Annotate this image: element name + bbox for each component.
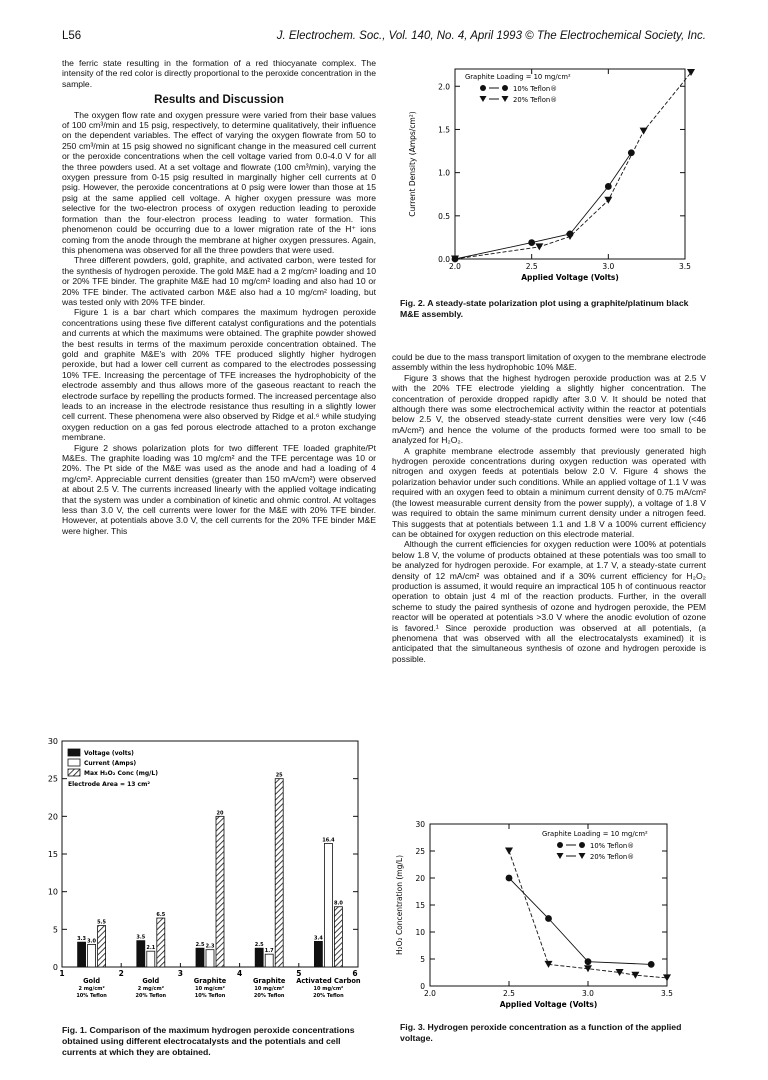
- legend-marker: [579, 853, 586, 859]
- legend-label: Current (Amps): [84, 760, 137, 767]
- y-tick-label: 10: [47, 887, 58, 897]
- paragraph: A graphite membrane electrode assembly that previously generated high hydrogen peroxide concentrations during oxygen reduction was operated with nitrogen and oxygen feeds at potentials below 2.0 V. Figure 4 shows the polarization behavior under such conditions. While an applied voltage of 1.1 V was required with an oxygen feed to obtain a minimum current density of 0.75 mA/cm² (the lowest measurable current density from the power supply), a voltage of 1.8 V was required to obtain the same minimum current density under a nitrogen feed. This suggests that at potentials between 1.1 and 1.8 V a 100% current efficiency can be obtained for oxygen reduction on this electrode material.: [392, 445, 706, 539]
- section-heading: Results and Discussion: [154, 94, 284, 107]
- bar-data-label: 3.5: [136, 934, 146, 941]
- category-binder: 10% Teflon: [194, 993, 226, 999]
- bar: [324, 843, 332, 967]
- bar: [334, 907, 342, 967]
- legend-swatch: [68, 749, 80, 756]
- legend-marker: [557, 853, 564, 859]
- data-point: [535, 243, 543, 250]
- legend-marker: [579, 842, 585, 848]
- category-label: [76, 977, 107, 999]
- right-column: [392, 352, 706, 664]
- x-tick-label: 1: [59, 969, 65, 978]
- y-tick-label: 30: [415, 820, 425, 829]
- bar-data-label: 6.5: [156, 912, 166, 919]
- legend-title: Graphite Loading = 10 mg/cm²: [542, 830, 648, 838]
- y-axis-label: H₂O₂ Concentration (mg/L): [395, 854, 404, 956]
- data-point: [506, 875, 513, 882]
- x-axis-label: Applied Voltage (Volts): [499, 1000, 598, 1009]
- category-binder: 20% Teflon: [313, 993, 344, 999]
- y-tick-label: 30: [47, 737, 58, 746]
- left-column: [62, 58, 376, 536]
- x-tick-label: 3.0: [602, 262, 615, 271]
- x-tick-label: 2.5: [525, 262, 538, 271]
- figure-3-line-chart: [392, 818, 702, 1018]
- y-tick-label: 0.5: [438, 211, 450, 221]
- legend-label: Voltage (volts): [84, 750, 134, 757]
- series-line: [509, 878, 651, 964]
- series-line: [455, 153, 631, 259]
- y-tick-label: 25: [415, 847, 425, 856]
- paragraph: Figure 1 is a bar chart which compares the maximum hydrogen peroxide concentrations using these five different catalyst configurations and the potentials and currents at which the maximums were obtained. The graphite powder showed the best results in terms of the maximum peroxide concentration obtained. The gold and graphite M&E's with 20% TFE produced slightly higher hydrogen peroxide, but had a lower cell current as compared to the electrodes possessing 10% TFE. Increasing the percentage of TFE increases the hydrophobicity of the electrode assembly and thus allows more of the gaseous reactant to reach the electrode surface by repelling the products formed. The increased percentage also leads to an increase in the electrode resistance thus resulting in a slightly lower cell current. These phenomena were also observed by Ridge et al.⁶ while studying oxygen reduction on a gas fed porous electrode attached to a proton exchange membrane.: [62, 307, 376, 443]
- bar-data-label: 3.4: [313, 935, 323, 942]
- bar: [147, 951, 155, 967]
- data-point: [628, 149, 635, 156]
- data-point: [604, 197, 612, 204]
- category-name: Graphite: [193, 977, 227, 985]
- category-name: Activated Carbon: [296, 977, 361, 985]
- bar: [157, 918, 165, 967]
- x-tick-label: 2.0: [424, 989, 436, 998]
- data-point: [640, 128, 648, 135]
- category-name: Graphite: [252, 977, 286, 985]
- legend-swatch: [68, 769, 80, 776]
- legend-note: Electrode Area = 13 cm²: [68, 781, 150, 788]
- data-point: [566, 233, 574, 240]
- category-label: [136, 977, 167, 999]
- data-point: [585, 958, 592, 965]
- data-point: [545, 915, 552, 922]
- series-line: [455, 73, 691, 260]
- bar-data-label: 20: [216, 810, 224, 817]
- y-tick-label: 0: [420, 982, 425, 991]
- legend-label: 10% Teflon®: [513, 85, 557, 93]
- bar-data-label: 1.7: [264, 948, 274, 955]
- bar: [216, 816, 224, 967]
- data-point: [648, 961, 655, 968]
- paragraph: The oxygen flow rate and oxygen pressure were varied from their base values of 100 cm³/min and 15 psig, respectively, to determine qualitatively, their influence on the dependent variables. The effect of varying the oxygen flowrate from 50 to 250 cm³/min at 15 psig showed no significant change in the measured cell current or the peroxide concentrations when the cell voltage varied from 0.0-4.0 V for all the three powders used. At a set voltage and flowrate (100 cm³/min), varying the oxygen pressure from 0-15 psig resulted in marginally higher cell currents at 0 psig. However, the peroxide concentrations at 0 psig were lower than those at 15 psig at the same applied cell voltage. A higher oxygen pressure was more selective for the two-electron process of oxygen reduction leading to peroxide formation than the four-electron process leading to water formation. This phenomenon could be occurring due to a lower migration rate of the H⁺ ions coming from the anode through the membrane at higher oxygen pressures. Again, this phenomena was observed for all the three powders that were used.: [62, 109, 376, 255]
- legend-label: Max H₂O₂ Conc (mg/L): [84, 770, 158, 777]
- legend-marker: [502, 85, 508, 91]
- x-tick-label: 2.5: [503, 989, 515, 998]
- legend-marker: [557, 842, 563, 848]
- legend-marker: [480, 96, 487, 102]
- data-point: [687, 69, 695, 76]
- data-point: [528, 239, 535, 246]
- y-tick-label: 5: [420, 955, 425, 964]
- x-tick-label: 3: [177, 969, 184, 978]
- legend-title: Graphite Loading = 10 mg/cm²: [465, 73, 571, 81]
- legend-label: 10% Teflon®: [590, 842, 634, 850]
- data-point: [605, 183, 612, 190]
- figure-1-caption: Fig. 1. Comparison of the maximum hydrogen peroxide concentrations obtained using different electrocatalysts and the potentials and cell currents at which they are obtained.: [62, 1025, 355, 1057]
- bar: [265, 954, 273, 967]
- figure-2-caption: Fig. 2. A steady-state polarization plot using a graphite/platinum black M&E assembly.: [400, 298, 689, 319]
- paragraph: Although the current efficiencies for oxygen reduction were 100% at potentials below 1.8 V, the volume of products obtained at these potentials was too small to be analyzed for hydrogen peroxide. For example, at 1.7 V, a steady-state current density of 12 mA/cm² was obtained and if a 30% current efficiency for H₂O₂ production is assumed, it would require an impractical 105 h of continuous reactor operation to obtain just 4 ml of the reaction products. Further, in the overall scheme to study the paired synthesis of ozone and hydrogen peroxide, the PEM reactor will be operated at potentials >3.0 V where the anodic evolution of ozone is favored.¹ Since peroxide production was observed at all potentials, (a phenomena that was observed with all the electrocatalysts examined) it is anticipated that the simultaneous synthesis of ozone and hydrogen peroxide is possible.: [392, 539, 706, 664]
- legend-marker: [502, 96, 509, 102]
- category-loading: 10 mg/cm²: [254, 986, 285, 992]
- legend-marker: [480, 85, 486, 91]
- bar-data-label: 25: [275, 772, 283, 779]
- bar-data-label: 3.0: [87, 938, 97, 945]
- bar: [88, 944, 96, 967]
- category-label: [194, 977, 227, 999]
- y-tick-label: 0.0: [438, 255, 450, 264]
- x-tick-label: 6: [352, 969, 358, 978]
- paragraph: could be due to the mass transport limitation of oxygen to the membrane electrode assembly within the less hydrophobic 10% M&E.: [392, 352, 706, 373]
- category-label: [296, 977, 361, 999]
- category-label: [253, 977, 286, 999]
- category-binder: 20% Teflon: [253, 993, 285, 999]
- x-tick-label: 2: [118, 969, 124, 978]
- x-axis-label: Applied Voltage (Volts): [521, 273, 619, 282]
- x-tick-label: 3.5: [661, 989, 673, 998]
- y-tick-label: 20: [415, 874, 425, 883]
- x-tick-label: 5: [296, 969, 302, 978]
- bar: [314, 941, 322, 967]
- category-name: Gold: [83, 977, 101, 985]
- bar: [196, 948, 204, 967]
- x-tick-label: 4: [236, 969, 243, 978]
- x-tick-label: 2.0: [449, 262, 461, 271]
- bar-data-label: 5.5: [97, 919, 107, 926]
- bar-data-label: 2.5: [254, 942, 264, 949]
- y-tick-label: 2.0: [438, 82, 450, 92]
- x-tick-label: 3.0: [582, 989, 594, 998]
- y-tick-label: 10: [415, 928, 425, 937]
- category-binder: 10% Teflon: [76, 993, 107, 999]
- category-loading: 2 mg/cm²: [137, 986, 164, 992]
- bar-data-label: 2.1: [146, 945, 156, 952]
- bar: [137, 941, 145, 967]
- bar-data-label: 16.4: [322, 837, 335, 844]
- figure-2-line-chart: [400, 55, 700, 300]
- y-tick-label: 15: [415, 901, 425, 910]
- bar: [78, 942, 86, 967]
- y-tick-label: 0: [52, 963, 58, 972]
- paragraph: Three different powders, gold, graphite, and activated carbon, were tested for the synthesis of hydrogen peroxide. The gold M&E had a 2 mg/cm² loading and 10 or 20% TFE binder. The graphite M&E had 10 mg/cm² loading and also had 10 or 20% TFE binder. The activated carbon M&E also had a 10 mg/cm² loading, but was tested only with 20% TFE binder.: [62, 255, 376, 307]
- paragraph: the ferric state resulting in the formation of a red thiocyanate complex. The intensity of the red color is directly proportional to the peroxide concentration in the sample.: [62, 58, 376, 89]
- bar: [275, 779, 283, 967]
- category-binder: 20% Teflon: [135, 993, 167, 999]
- category-loading: 10 mg/cm²: [313, 986, 344, 992]
- x-tick-label: 3.5: [679, 262, 691, 271]
- y-axis-label: Current Density (Amps/cm²): [408, 111, 417, 217]
- bar: [98, 926, 106, 967]
- figure-3-caption: Fig. 3. Hydrogen peroxide concentration as a function of the applied voltage.: [400, 1022, 682, 1043]
- category-loading: 10 mg/cm²: [195, 986, 225, 992]
- bar-data-label: 2.5: [195, 942, 205, 949]
- journal-header: J. Electrochem. Soc., Vol. 140, No. 4, April 1993 © The Electrochemical Society, Inc.: [276, 30, 706, 42]
- bar-data-label: 2.3: [205, 943, 215, 950]
- bar-data-label: 3.3: [77, 936, 87, 943]
- bar: [255, 948, 263, 967]
- legend-label: 20% Teflon®: [590, 853, 634, 861]
- y-tick-label: 25: [47, 774, 58, 784]
- category-loading: 2 mg/cm²: [78, 986, 105, 992]
- legend-swatch: [68, 759, 80, 766]
- y-tick-label: 15: [47, 850, 58, 859]
- y-tick-label: 5: [52, 925, 58, 935]
- bar-data-label: 8.0: [333, 900, 343, 907]
- y-tick-label: 1.0: [438, 168, 450, 178]
- data-point: [505, 848, 513, 855]
- y-tick-label: 20: [47, 812, 58, 822]
- legend-label: 20% Teflon®: [513, 96, 557, 104]
- page-number: L56: [62, 30, 82, 42]
- figure-1-bar-chart: [40, 735, 370, 1020]
- bar: [206, 950, 214, 967]
- paragraph: Figure 3 shows that the highest hydrogen peroxide production was at 2.5 V with the 20% TFE electrode yielding a slightly higher concentration. The concentration of peroxide dropped rapidly after 3.0 V. It should be noted that although there was some electrochemical activity within the reactor at potentials below 2.5 V, the observed steady-state current densities were very low (<46 mA/cm²) and hence the volume of the products formed were too small to be analyzed for H₂O₂.: [392, 372, 706, 446]
- category-name: Gold: [142, 977, 160, 985]
- paragraph: Figure 2 shows polarization plots for two different TFE loaded graphite/Pt M&Es. The graphite loading was 10 mg/cm² and the TFE percentage was 10 or 20%. The Pt side of the M&E was used as the anode and had a loading of 4 mg/cm². Appreciable current densities (greater than 150 mA/cm²) were observed at about 2.5 V. The currents increased linearly with the applied voltage indicating that the system was under a combination of kinetic and ohmic control. At voltages less than 3.0 V, the cell currents were lower for the M&E with 20% TFE binder. However, at potentials above 3.0 V, the cell currents for the 20% TFE binder M&E were higher. This: [62, 442, 376, 536]
- plot-frame: [455, 69, 685, 259]
- y-tick-label: 1.5: [438, 125, 450, 135]
